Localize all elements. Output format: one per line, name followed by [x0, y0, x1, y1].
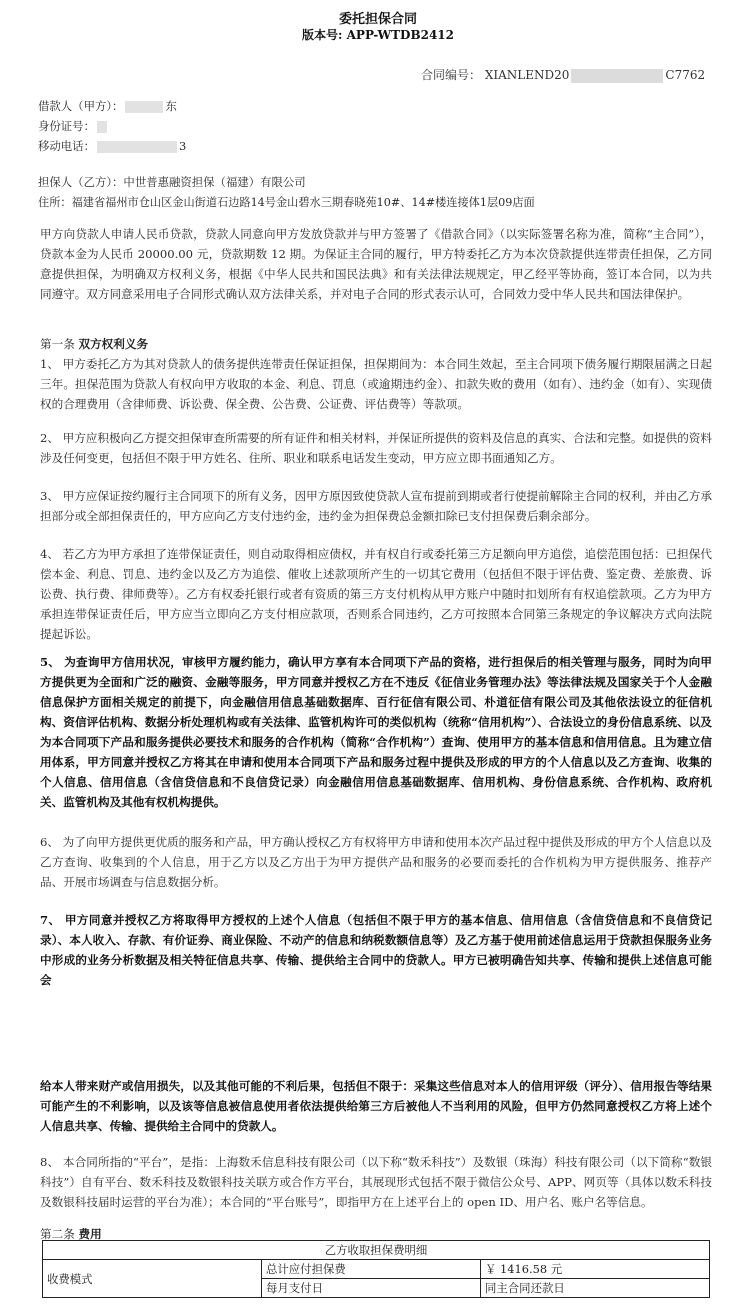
- section-2-title: 费用: [78, 1227, 102, 1241]
- clause-7: 7、 甲方同意并授权乙方将取得甲方授权的上述个人信息（包括但不限于甲方的基本信息、信用信息（含信贷信息和不良信贷记录）、本人收入、存款、有价证券、商业保险、不动产的信息和纳税数额信息等）及乙方基于使用前述信息运用于贷款担保服务业务中形成的业务分析数据及相关特征信息共享、传输、提供给主合同中的贷款人。甲方已被明确告知共享、传输和提供上述信息可能会: [40, 913, 712, 987]
- fee-total-label: 总计应付担保费: [262, 1260, 481, 1279]
- contract-number-prefix: XIANLEND20: [484, 68, 570, 82]
- contract-number-suffix: C7762: [665, 68, 706, 82]
- phone-line: [38, 138, 186, 154]
- clause-5: 5、 为查询甲方信用状况，审核甲方履约能力，确认甲方享有本合同项下产品的资格，进行担保后的相关管理与服务，同时为向甲方提供更为全面和广泛的融资、金融等服务，甲方同意并授权乙方在不违反《征信业务管理办法》等法律法规及国家关于个人金融信息保护方面相关规定的前提下，向金融信用信息基础数据库、百行征信有限公司、朴道征信有限公司及其他依法设立的征信机构、资信评估机构、数据分析处理机构或有关法律、监管机构许可的类似机构（统称“信用机构”）、合法设立的身份信息系统、以及为本合同项下产品和服务提供必要技术和服务的合作机构（简称“合作机构”）查询、使用甲方的基本信息和信用信息。且为建立信用体系，甲方同意并授权乙方将其在申请和使用本合同项下产品和服务过程中提供及形成的甲方的个人信息以及乙方查询、收集的个人信息、信用信息（含信贷信息和不良信贷记录）向金融信用信息基础数据库、信用机构、身份信息系统、合作机构、政府机关、监管机构及其他有权机构提供。: [40, 655, 712, 809]
- fee-mode-label: 收费模式: [43, 1260, 262, 1298]
- redaction-mask: [125, 101, 163, 113]
- borrower-name-suffix: 东: [165, 99, 177, 113]
- fee-table-caption: 乙方收取担保费明细: [43, 1241, 710, 1260]
- id-number-label: 身份证号：: [38, 119, 95, 133]
- fee-monthly-label: 每月支付日: [262, 1279, 481, 1298]
- clause-1: 1、 甲方委托乙方为其对贷款人的债务提供连带责任保证担保，担保期间为：本合同生效起，至主合同项下债务履行期限届满之日起三年。担保范围为贷款人有权向甲方收取的本金、利息、罚息（或逾期违约金）、扣款失败的费用（如有）、违约金（如有）、实现债权的合理费用（含律师费、诉讼费、保全费、公告费、公证费、评估费等）等款项。: [40, 357, 712, 411]
- clause-3: 3、 甲方应保证按约履行主合同项下的所有义务，因甲方原因致使贷款人宣布提前到期或者行使提前解除主合同的权利，并由乙方承担部分或全部担保责任的，甲方应向乙方支付违约金，违约金为担保费总金额扣除已支付担保费后剩余部分。: [40, 489, 712, 523]
- version-number: 版本号: APP-WTDB2412: [302, 28, 454, 42]
- document-title: 委托担保合同: [338, 12, 417, 27]
- clause-7-continued: 给本人带来财产或信用损失，以及其他可能的不利后果，包括但不限于：采集这些信息对本人的信用评级（评分）、信用报告等结果可能产生的不利影响，以及该等信息被信息使用者依法提供给第三方后被他人不当利用的风险，但甲方仍然同意授权乙方将上述个人信息共享、传输、提供给主合同中的贷款人。: [40, 1079, 712, 1133]
- guarantor-line: 担保人（乙方）：中世普惠融资担保（福建）有限公司: [38, 175, 306, 189]
- fee-table: [42, 1240, 710, 1298]
- intro-paragraph: 甲方向贷款人申请人民币贷款，贷款人同意向甲方发放贷款并与甲方签署了《借款合同》（以实际签署名称为准，简称“主合同”），贷款本金为人民币 20000.00 元，贷款期数 12 期。为保证主合同的履行，甲方特委托乙方为本次贷款提供连带责任担保，乙方同意提供担保，为明确双方权利义务，根据《中华人民共和国民法典》和有关法律法规规定，甲乙经平等协商，签订本合同，以为共同遵守。双方同意采用电子合同形式确认双方法律关系，并对电子合同的形式表示认可，合同效力受中华人民共和国法律保护。: [40, 227, 712, 301]
- clause-6: 6、 为了向甲方提供更优质的服务和产品，甲方确认授权乙方有权将甲方申请和使用本次产品过程中提供及形成的甲方个人信息以及乙方查询、收集到的个人信息，用于乙方以及乙方出于为甲方提供产品和服务的必要而委托的合作机构为甲方提供服务、推荐产品、开展市场调查与信息数据分析。: [40, 835, 712, 889]
- contract-number-label: 合同编号：: [421, 68, 482, 82]
- clause-4: 4、 若乙方为甲方承担了连带保证责任，则自动取得相应债权，并有权自行或委托第三方足额向甲方追偿，追偿范围包括：已担保代偿本金、利息、罚息、违约金以及乙方为追偿、催收上述款项所产生的一切其它费用（包括但不限于评估费、鉴定费、差旅费、诉讼费、执行费、律师费等）。乙方有权委托银行或者有资质的第三方支付机构从甲方账户中随时扣划所有有权追偿款项。乙方为甲方承担连带保证责任后，甲方应当立即向乙方支付相应款项，否则系合同违约，乙方可按照本合同第三条规定的争议解决方式向法院提起诉讼。: [40, 547, 712, 641]
- contract-number: [421, 66, 705, 83]
- fee-monthly-value: 同主合同还款日: [481, 1279, 710, 1298]
- address-line: 住所：福建省福州市仓山区金山街道石边路14号金山碧水三期春晓苑10#、14#楼连接体1层09店面: [38, 196, 535, 209]
- fee-total-value: ￥ 1416.58 元: [481, 1260, 710, 1279]
- section-1-number: 第一条: [40, 337, 75, 351]
- section-1-heading: [40, 336, 148, 352]
- phone-label: 移动电话：: [38, 139, 95, 153]
- redaction-mask: [97, 121, 107, 133]
- phone-suffix: 3: [178, 139, 187, 153]
- borrower-line: [38, 98, 177, 114]
- clause-2: 2、 甲方应积极向乙方提交担保审查所需要的所有证件和相关材料，并保证所提供的资料及信息的真实、合法和完整。如提供的资料涉及任何变更，包括但不限于甲方姓名、住所、职业和联系电话发生变动，甲方应立即书面通知乙方。: [40, 431, 712, 465]
- redaction-mask: [571, 69, 663, 83]
- redaction-mask: [97, 141, 177, 153]
- section-1-title: 双方权利义务: [78, 337, 149, 351]
- clause-8: 8、 本合同所指的“平台”，是指：上海数禾信息科技有限公司（以下称“数禾科技”）及数银（珠海）科技有限公司（以下简称“数银科技”）自有平台、数禾科技及数银科技关联方或合作方平台，其展现形式包括不限于微信公众号、APP、网页等（具体以数禾科技及数银科技届时运营的平台为准）；本合同的“平台账号”，即指甲方在上述平台上的 open ID、用户名、账户名等信息。: [40, 1155, 712, 1209]
- borrower-label: 借款人（甲方）：: [38, 99, 124, 113]
- section-2-number: 第二条: [40, 1227, 75, 1241]
- id-number-line: [38, 118, 109, 134]
